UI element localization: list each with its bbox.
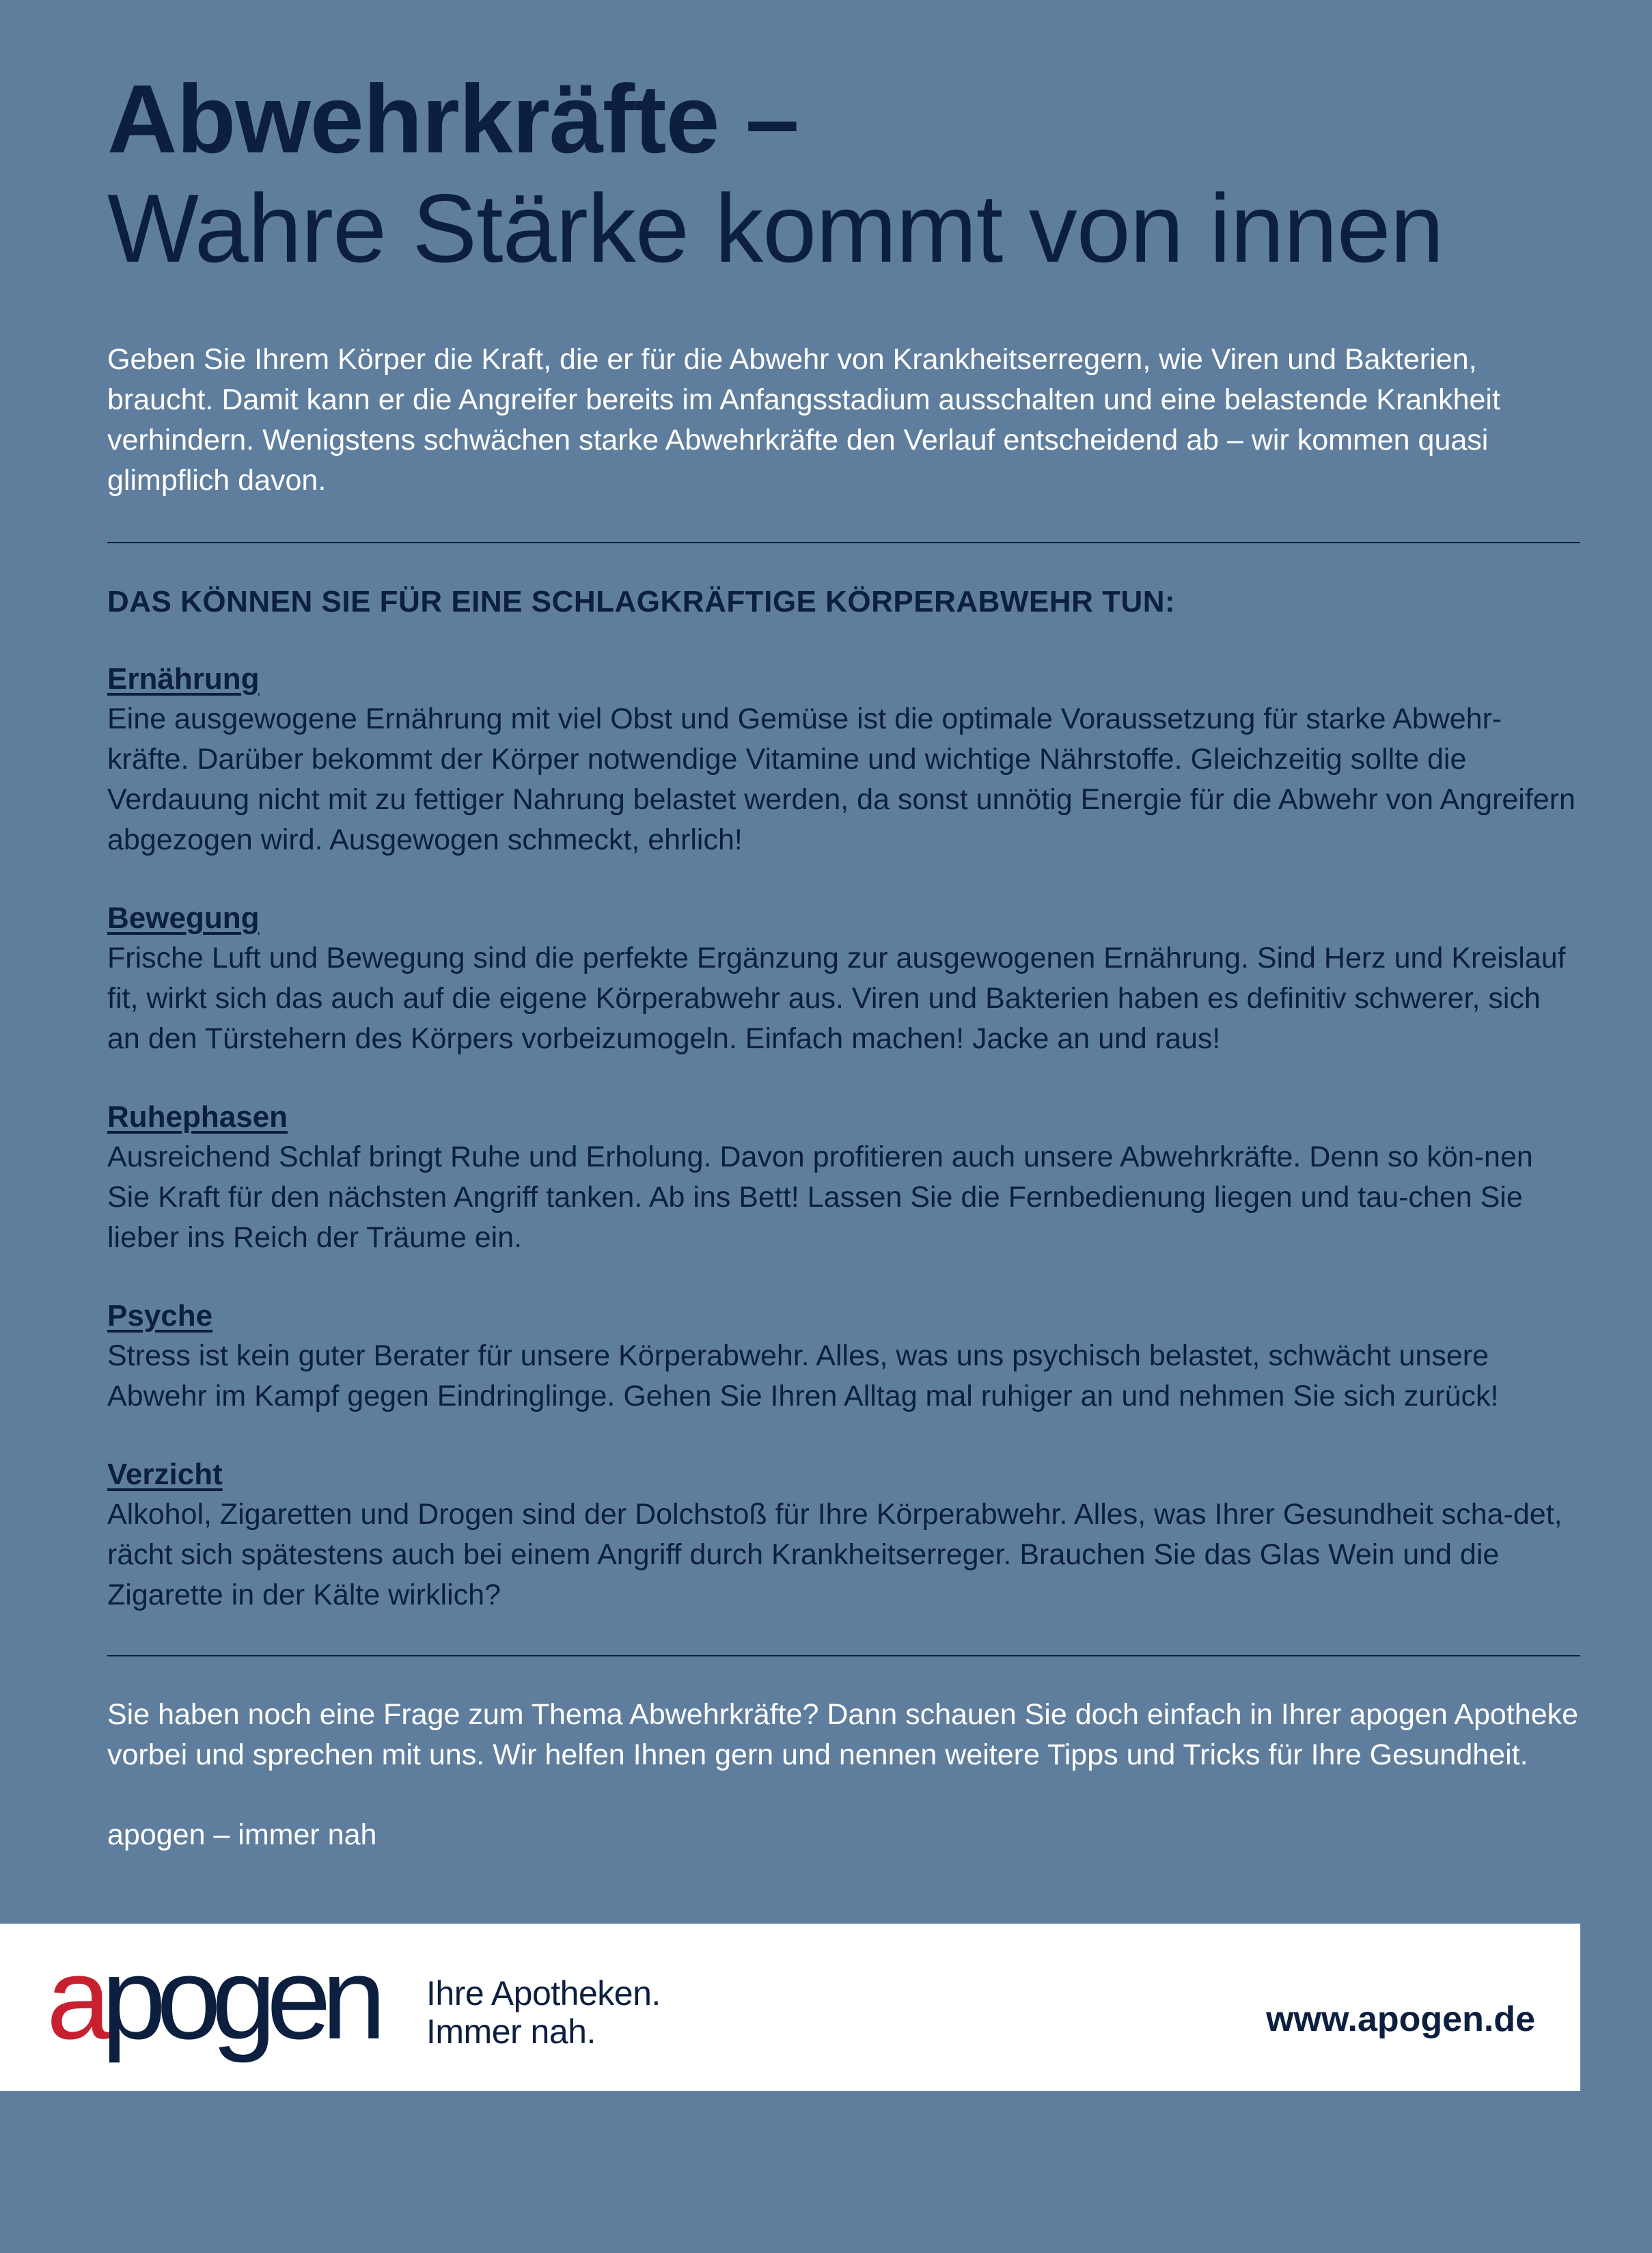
logo-wordmark: pogen bbox=[101, 1934, 377, 2064]
topic-title: Psyche bbox=[107, 1299, 213, 1333]
document-body bbox=[107, 65, 1580, 1855]
topic-title: Bewegung bbox=[107, 901, 260, 935]
topic-title: Verzicht bbox=[107, 1458, 223, 1491]
section-heading: DAS KÖNNEN SIE FÜR EINE SCHLAGKRÄFTIGE KÖRPERABWEHR TUN: bbox=[107, 585, 1176, 618]
topic-ruhephasen bbox=[107, 1097, 1580, 1258]
topic-ernaehrung bbox=[107, 659, 1580, 860]
topic-text: Eine ausgewogene Ernährung mit viel Obst und Gemüse ist die optimale Voraussetzung für starke Abwehr-kräfte. Darüber bekommt der Körper notwendige Vitamine und wichtige Nährstoffe. Gleichzeitig sollte die Verdauung nicht mit zu fettiger Nahrung belastet werden, da sonst unnötig Energie für die Abwehr von Angreifern abgezogen wird. Ausgewogen schmeckt, ehrlich! bbox=[107, 702, 1575, 856]
page-title: Abwehrkräfte – bbox=[107, 65, 799, 174]
divider-bottom bbox=[107, 1655, 1580, 1656]
topic-title: Ernährung bbox=[107, 662, 260, 696]
divider-top bbox=[107, 542, 1580, 543]
page-subtitle: Wahre Stärke kommt von innen bbox=[107, 174, 1444, 283]
topic-title: Ruhephasen bbox=[107, 1100, 288, 1134]
website-link[interactable]: www.apogen.de bbox=[1266, 1999, 1535, 2039]
topic-bewegung bbox=[107, 899, 1580, 1059]
topic-text: Ausreichend Schlaf bringt Ruhe und Erholung. Davon profitieren auch unsere Abwehrkräfte. Denn so kön-nen Sie Kraft für den nächsten Angriff tanken. Ab ins Bett! Lassen Sie die Fernbedienung liegen und tau-chen Sie lieber ins Reich der Träume ein. bbox=[107, 1141, 1533, 1254]
brand-claim bbox=[426, 1974, 661, 2051]
closing-paragraph: Sie haben noch eine Frage zum Thema Abwehrkräfte? Dann schauen Sie doch einfach in Ihrer apogen Apotheke vorbei und sprechen mit uns. Wir helfen Ihnen gern und nennen weitere Tipps und Tricks für Ihre Gesundheit. bbox=[107, 1698, 1579, 1771]
intro-paragraph: Geben Sie Ihrem Körper die Kraft, die er für die Abwehr von Krankheitserregern, wie Viren und Bakterien, braucht. Damit kann er die Angreifer bereits im Anfangsstadium ausschalten und eine belastende Krankheit verhindern. Wenigstens schwächen starke Abwehrkräfte den Verlauf entscheidend ab – wir kommen quasi glimpflich davon. bbox=[107, 343, 1500, 497]
apogen-logo[interactable] bbox=[46, 1934, 377, 2064]
topic-psyche bbox=[107, 1296, 1580, 1417]
footer-banner bbox=[0, 1924, 1580, 2091]
topic-text: Frische Luft und Bewegung sind die perfekte Ergänzung zur ausgewogenen Ernährung. Sind Herz und Kreislauf fit, wirkt sich das auch auf die eigene Körperabwehr aus. Viren und Bakterien haben es definitiv schwerer, sich an den Türstehern des Körpers vorbeizumogeln. Einfach machen! Jacke an und raus! bbox=[107, 942, 1566, 1055]
slogan: apogen – immer nah bbox=[107, 1818, 377, 1851]
claim-line-2: Immer nah. bbox=[426, 2012, 596, 2051]
claim-line-1: Ihre Apotheken. bbox=[426, 1974, 661, 2012]
topic-text: Alkohol, Zigaretten und Drogen sind der Dolchstoß für Ihre Körperabwehr. Alles, was Ihrer Gesundheit scha-det, rächt sich spätestens auch bei einem Angriff durch Krankheitserreger. Brauchen Sie das Glas Wein und die Zigarette in der Kälte wirklich? bbox=[107, 1498, 1562, 1611]
logo-letter-a: a bbox=[46, 1934, 102, 2064]
topic-text: Stress ist kein guter Berater für unsere Körperabwehr. Alles, was uns psychisch belastet, schwächt unsere Abwehr im Kampf gegen Eindringlinge. Gehen Sie Ihren Alltag mal ruhiger an und nehmen Sie sich zurück! bbox=[107, 1339, 1499, 1412]
topic-verzicht bbox=[107, 1455, 1580, 1615]
